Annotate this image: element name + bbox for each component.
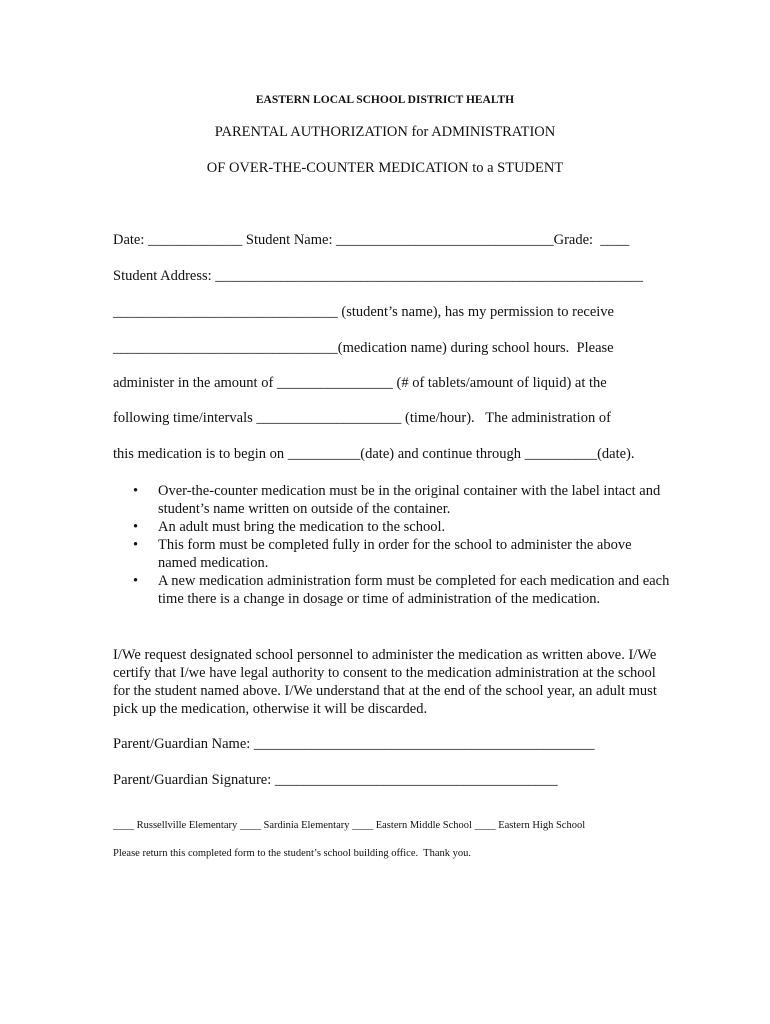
parent-guardian-name-line[interactable]: Parent/Guardian Name: _______________________________________________	[113, 736, 595, 752]
rules-list	[113, 482, 673, 608]
medication-name-line[interactable]: _______________________________(medication name) during school hours. Please	[113, 340, 614, 356]
dosage-amount-line[interactable]: administer in the amount of ________________ (# of tablets/amount of liquid) at the	[113, 375, 607, 391]
return-instructions: Please return this completed form to the student’s school building office. Thank you.	[113, 848, 472, 859]
date-range-line[interactable]: this medication is to begin on __________(date) and continue through __________(date).	[113, 446, 635, 462]
rule-item: • An adult must bring the medication to the school.	[113, 518, 673, 536]
school-selection-line[interactable]: ____ Russellville Elementary ____ Sardinia Elementary ____ Eastern Middle School ____ Eastern High School	[113, 820, 586, 831]
student-address-line[interactable]: Student Address: ___________________________________________________________	[113, 268, 644, 284]
form-title-line-1: PARENTAL AUTHORIZATION for ADMINISTRATION	[214, 124, 556, 140]
rule-item: • This form must be completed fully in order for the school to administer the above named medication.	[113, 536, 673, 572]
rule-item: • Over-the-counter medication must be in the original container with the label intact and student’s name written on outside of the container.	[113, 482, 673, 518]
district-heading: EASTERN LOCAL SCHOOL DISTRICT HEALTH	[255, 94, 515, 106]
time-interval-line[interactable]: following time/intervals ____________________ (time/hour). The administration of	[113, 410, 611, 426]
consent-statement: I/We request designated school personnel to administer the medication as written above. I/We certify that I/we have legal authority to consent to the medication administration at the school for the student named above. I/We understand that at the end of the school year, an adult must pick up the medication, otherwise it will be discarded.	[113, 647, 657, 717]
date-name-grade-line[interactable]: Date: _____________ Student Name: ______________________________Grade: ____	[113, 232, 630, 248]
parent-guardian-signature-line[interactable]: Parent/Guardian Signature: _______________________________________	[113, 772, 558, 788]
student-permission-line[interactable]: _______________________________ (student’s name), has my permission to receive	[113, 304, 614, 320]
rule-item: • A new medication administration form must be completed for each medication and each time there is a change in dosage or time of administration of the medication.	[113, 572, 673, 608]
form-title-line-2: OF OVER-THE-COUNTER MEDICATION to a STUDENT	[206, 160, 564, 176]
